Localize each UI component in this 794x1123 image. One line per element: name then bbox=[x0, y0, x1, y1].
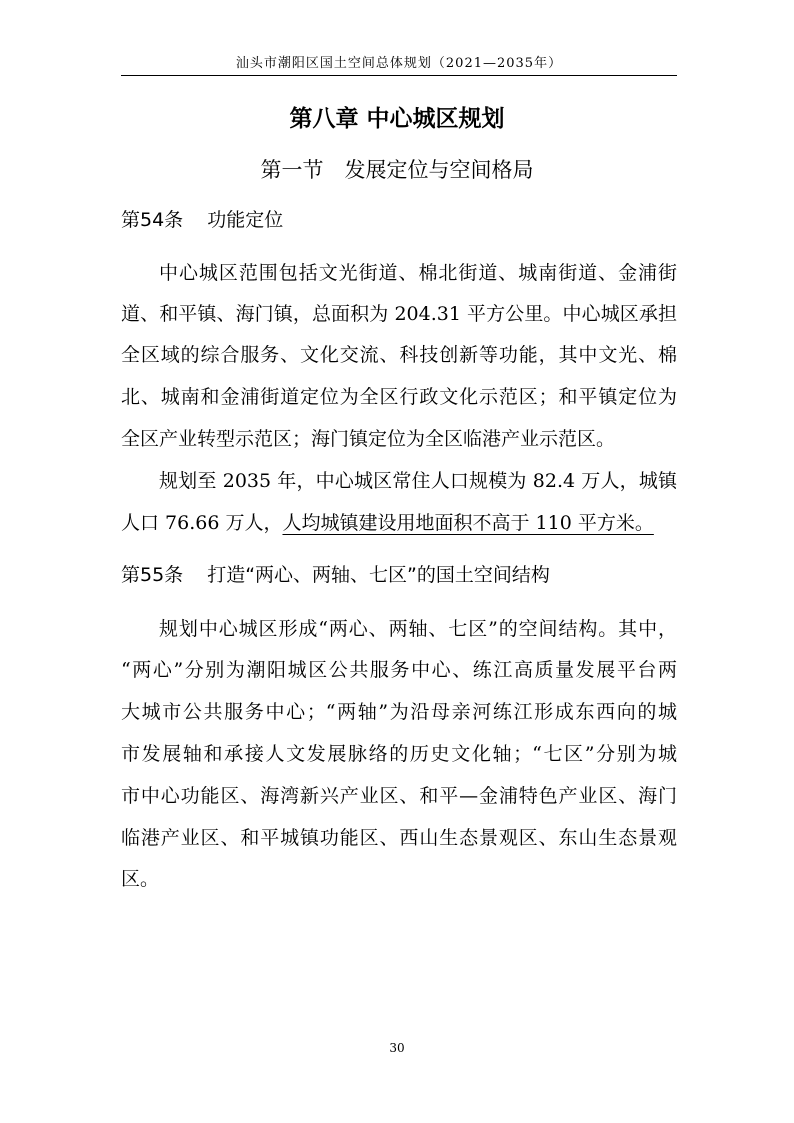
chapter-title: 第八章 中心城区规划 bbox=[289, 106, 505, 132]
article-54-para2-line2 bbox=[121, 507, 677, 539]
page-number: 30 bbox=[389, 1041, 405, 1055]
article-54-number: 第54条 bbox=[121, 209, 184, 231]
article-55-heading bbox=[121, 559, 677, 591]
article-54-para1-line2: 道、和平镇、海门镇，总面积为 204.31 平方公里。中心城区承担 bbox=[121, 303, 677, 325]
article-54-para1-line5: 全区产业转型示范区；海门镇定位为全区临港产业示范区。 bbox=[121, 428, 616, 450]
article-55-para1-line5: 市中心功能区、海湾新兴产业区、和平—金浦特色产业区、海门 bbox=[121, 785, 677, 807]
article-55-para1-line7: 区。 bbox=[121, 868, 160, 890]
article-55-para1-line6: 临港产业区、和平城镇功能区、西山生态景观区、东山生态景观 bbox=[121, 827, 677, 849]
article-54-heading bbox=[121, 204, 677, 236]
article-54-para1-line4: 北、城南和金浦街道定位为全区行政文化示范区；和平镇定位为 bbox=[121, 386, 677, 408]
section-title: 第一节 发展定位与空间格局 bbox=[260, 158, 534, 182]
article-55-title: 打造“两心、两轴、七区”的国土空间结构 bbox=[207, 564, 550, 586]
article-54-title: 功能定位 bbox=[207, 209, 284, 231]
article-54-para1-line3: 全区域的综合服务、文化交流、科技创新等功能，其中文光、棉 bbox=[121, 344, 677, 366]
article-55-para1-line3: 大城市公共服务中心；“两轴”为沿母亲河练江形成东西向的城 bbox=[121, 701, 677, 723]
article-54-para2-underlined: 人均城镇建设用地面积不高于 110 平方米。 bbox=[282, 512, 654, 534]
article-54-para1-line1: 中心城区范围包括文光街道、棉北街道、城南街道、金浦街 bbox=[159, 262, 677, 284]
article-55-para1-line1: 规划中心城区形成“两心、两轴、七区”的空间结构。其中， bbox=[159, 618, 677, 640]
running-header: 汕头市潮阳区国土空间总体规划（2021—2035年） bbox=[235, 56, 563, 71]
article-55-para1-line2: “两心”分别为潮阳城区公共服务中心、练江高质量发展平台两 bbox=[121, 659, 677, 681]
article-55-para1-line4: 市发展轴和承接人文发展脉络的历史文化轴；“七区”分别为城 bbox=[121, 743, 677, 765]
article-54-para2-line1: 规划至 2035 年，中心城区常住人口规模为 82.4 万人，城镇 bbox=[159, 470, 677, 492]
article-55-number: 第55条 bbox=[121, 564, 184, 586]
header-rule bbox=[121, 75, 677, 76]
article-54-para2-plain: 人口 76.66 万人， bbox=[121, 512, 283, 534]
